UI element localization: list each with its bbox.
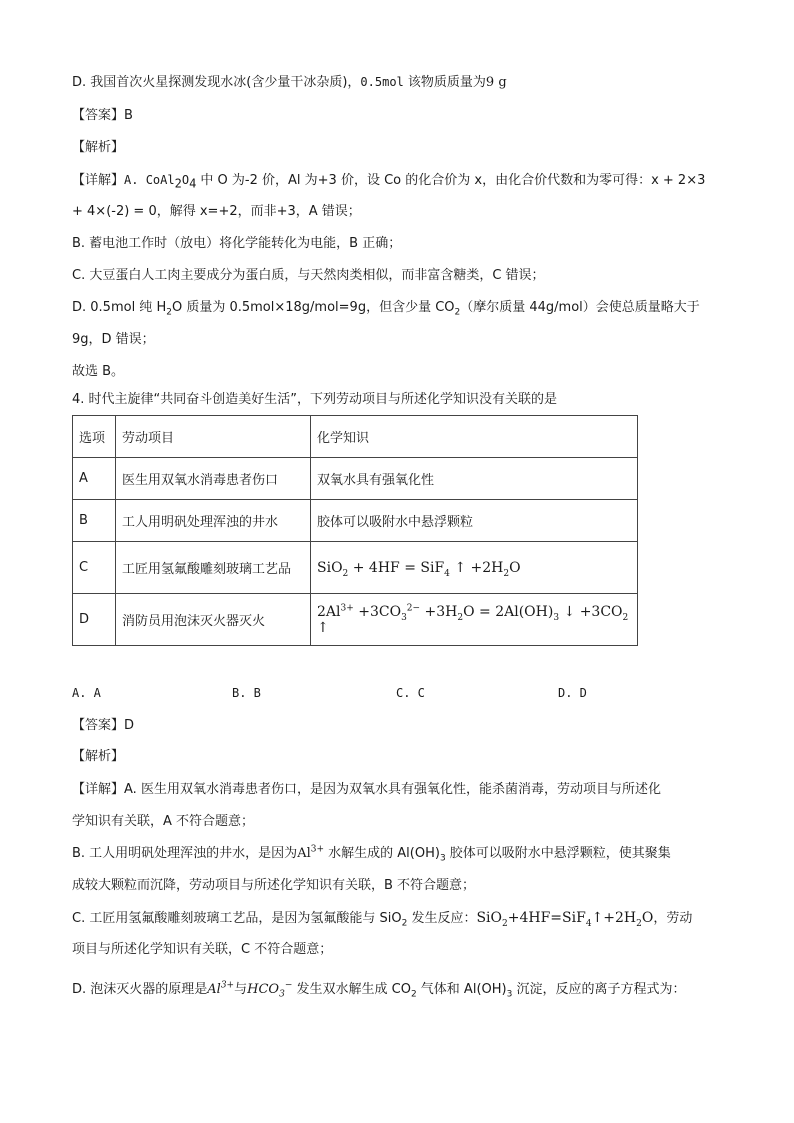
detail-line: 9g，D 错误； [72, 332, 155, 347]
table-row [73, 594, 638, 646]
choice-b: B. B [232, 686, 261, 700]
table-header-cell: 劳动项目 [116, 416, 311, 458]
equation-cell: SiO$_2$ + 4HF = SiF$_4$ ↑ $+2H_2O$ [311, 542, 638, 594]
detail-line: B. 工人用明矾处理浑浊的井水，是因为$Al^{3+}$ 水解生成的 $Al(OH)_3$ 胶体可以吸附水中悬浮颗粒，使其聚集 [72, 844, 671, 864]
detail-line: 学知识有关联，A 不符合题意； [72, 814, 255, 829]
choice-c: C. C [396, 686, 425, 700]
answer-label: 【答案】D [72, 718, 135, 733]
table-header-row [73, 416, 638, 458]
question-table [72, 415, 638, 646]
table-row [73, 458, 638, 500]
detail-line: D. 泡沫灭火器的原理是$Al^{3+}$与$HCO_3^-$ 发生双水解生成 $CO_2$ 气体和 $Al(OH)_3$ 沉淀，反应的离子方程式为： [72, 980, 686, 1000]
table-row [73, 500, 638, 542]
choice-a: A. A [72, 686, 101, 700]
detail-line: B. 蓄电池工作时（放电）将化学能转化为电能，B 正确； [72, 236, 402, 251]
analysis-label: 【解析】 [72, 140, 125, 155]
knowledge-cell: 胶体可以吸附水中悬浮颗粒 [311, 500, 638, 542]
table-header-cell: 选项 [73, 416, 116, 458]
knowledge-cell: 双氧水具有强氧化性 [311, 458, 638, 500]
detail-line: 成较大颗粒而沉降，劳动项目与所述化学知识有关联，B 不符合题意； [72, 878, 476, 893]
task-cell: 医生用双氧水消毒患者伤口 [116, 458, 311, 500]
table-header-cell: 化学知识 [311, 416, 638, 458]
table-row [73, 542, 638, 594]
detail-line: 项目与所述化学知识有关联，C 不符合题意； [72, 942, 333, 957]
detail-line: C. 工匠用氢氟酸雕刻玻璃工艺品，是因为氢氟酸能与 SiO$_2$ 发生反应：$SiO_2+4HF=SiF_4↑+2H_2O$，劳动 [72, 910, 693, 929]
task-cell: 消防员用泡沫灭火器灭火 [116, 594, 311, 646]
detail-line: + 4×(-2) = 0，解得 x=+2，而非+3，A 错误； [72, 204, 361, 219]
task-cell: 工匠用氢氟酸雕刻玻璃工艺品 [116, 542, 311, 594]
task-cell: 工人用明矾处理浑浊的井水 [116, 500, 311, 542]
option-cell: B [73, 500, 116, 542]
answer-label: 【答案】B [72, 108, 133, 123]
choice-d: D. D [558, 686, 587, 700]
detail-line: 【详解】A. $CoAl_2O_4$ 中 O 为-2 价，Al 为+3 价，设 Co 的化合价为 x，由化合价代数和为零可得：x + 2×3 [72, 173, 706, 191]
question-option-d: D. 我国首次火星探测发现水冰(含少量干冰杂质)，0.5mol 该物质质量为9 g [72, 75, 507, 90]
option-cell: D [73, 594, 116, 646]
option-cell: A [73, 458, 116, 500]
equation-cell: $2Al^{3+} +3CO_3^{2-} +3H_2O = 2Al(OH)_3$ ↓ $+3CO_2$ ↑ [311, 594, 638, 646]
detail-line: 故选 B。 [72, 364, 125, 379]
question-title: 4. 时代主旋律“共同奋斗创造美好生活”，下列劳动项目与所述化学知识没有关联的是 [72, 392, 558, 407]
detail-line: C. 大豆蛋白人工肉主要成分为蛋白质，与天然肉类相似，而非富含糖类，C 错误； [72, 268, 545, 283]
option-cell: C [73, 542, 116, 594]
analysis-label: 【解析】 [72, 749, 125, 764]
detail-line: D. 0.5mol 纯 $H_2O$ 质量为 0.5mol×18g/mol=9g，但含少量 $CO_2$（摩尔质量 44g/mol）会使总质量略大于 [72, 300, 700, 318]
detail-line: 【详解】A. 医生用双氧水消毒患者伤口，是因为双氧水具有强氧化性，能杀菌消毒，劳动项目与所述化 [72, 782, 661, 797]
